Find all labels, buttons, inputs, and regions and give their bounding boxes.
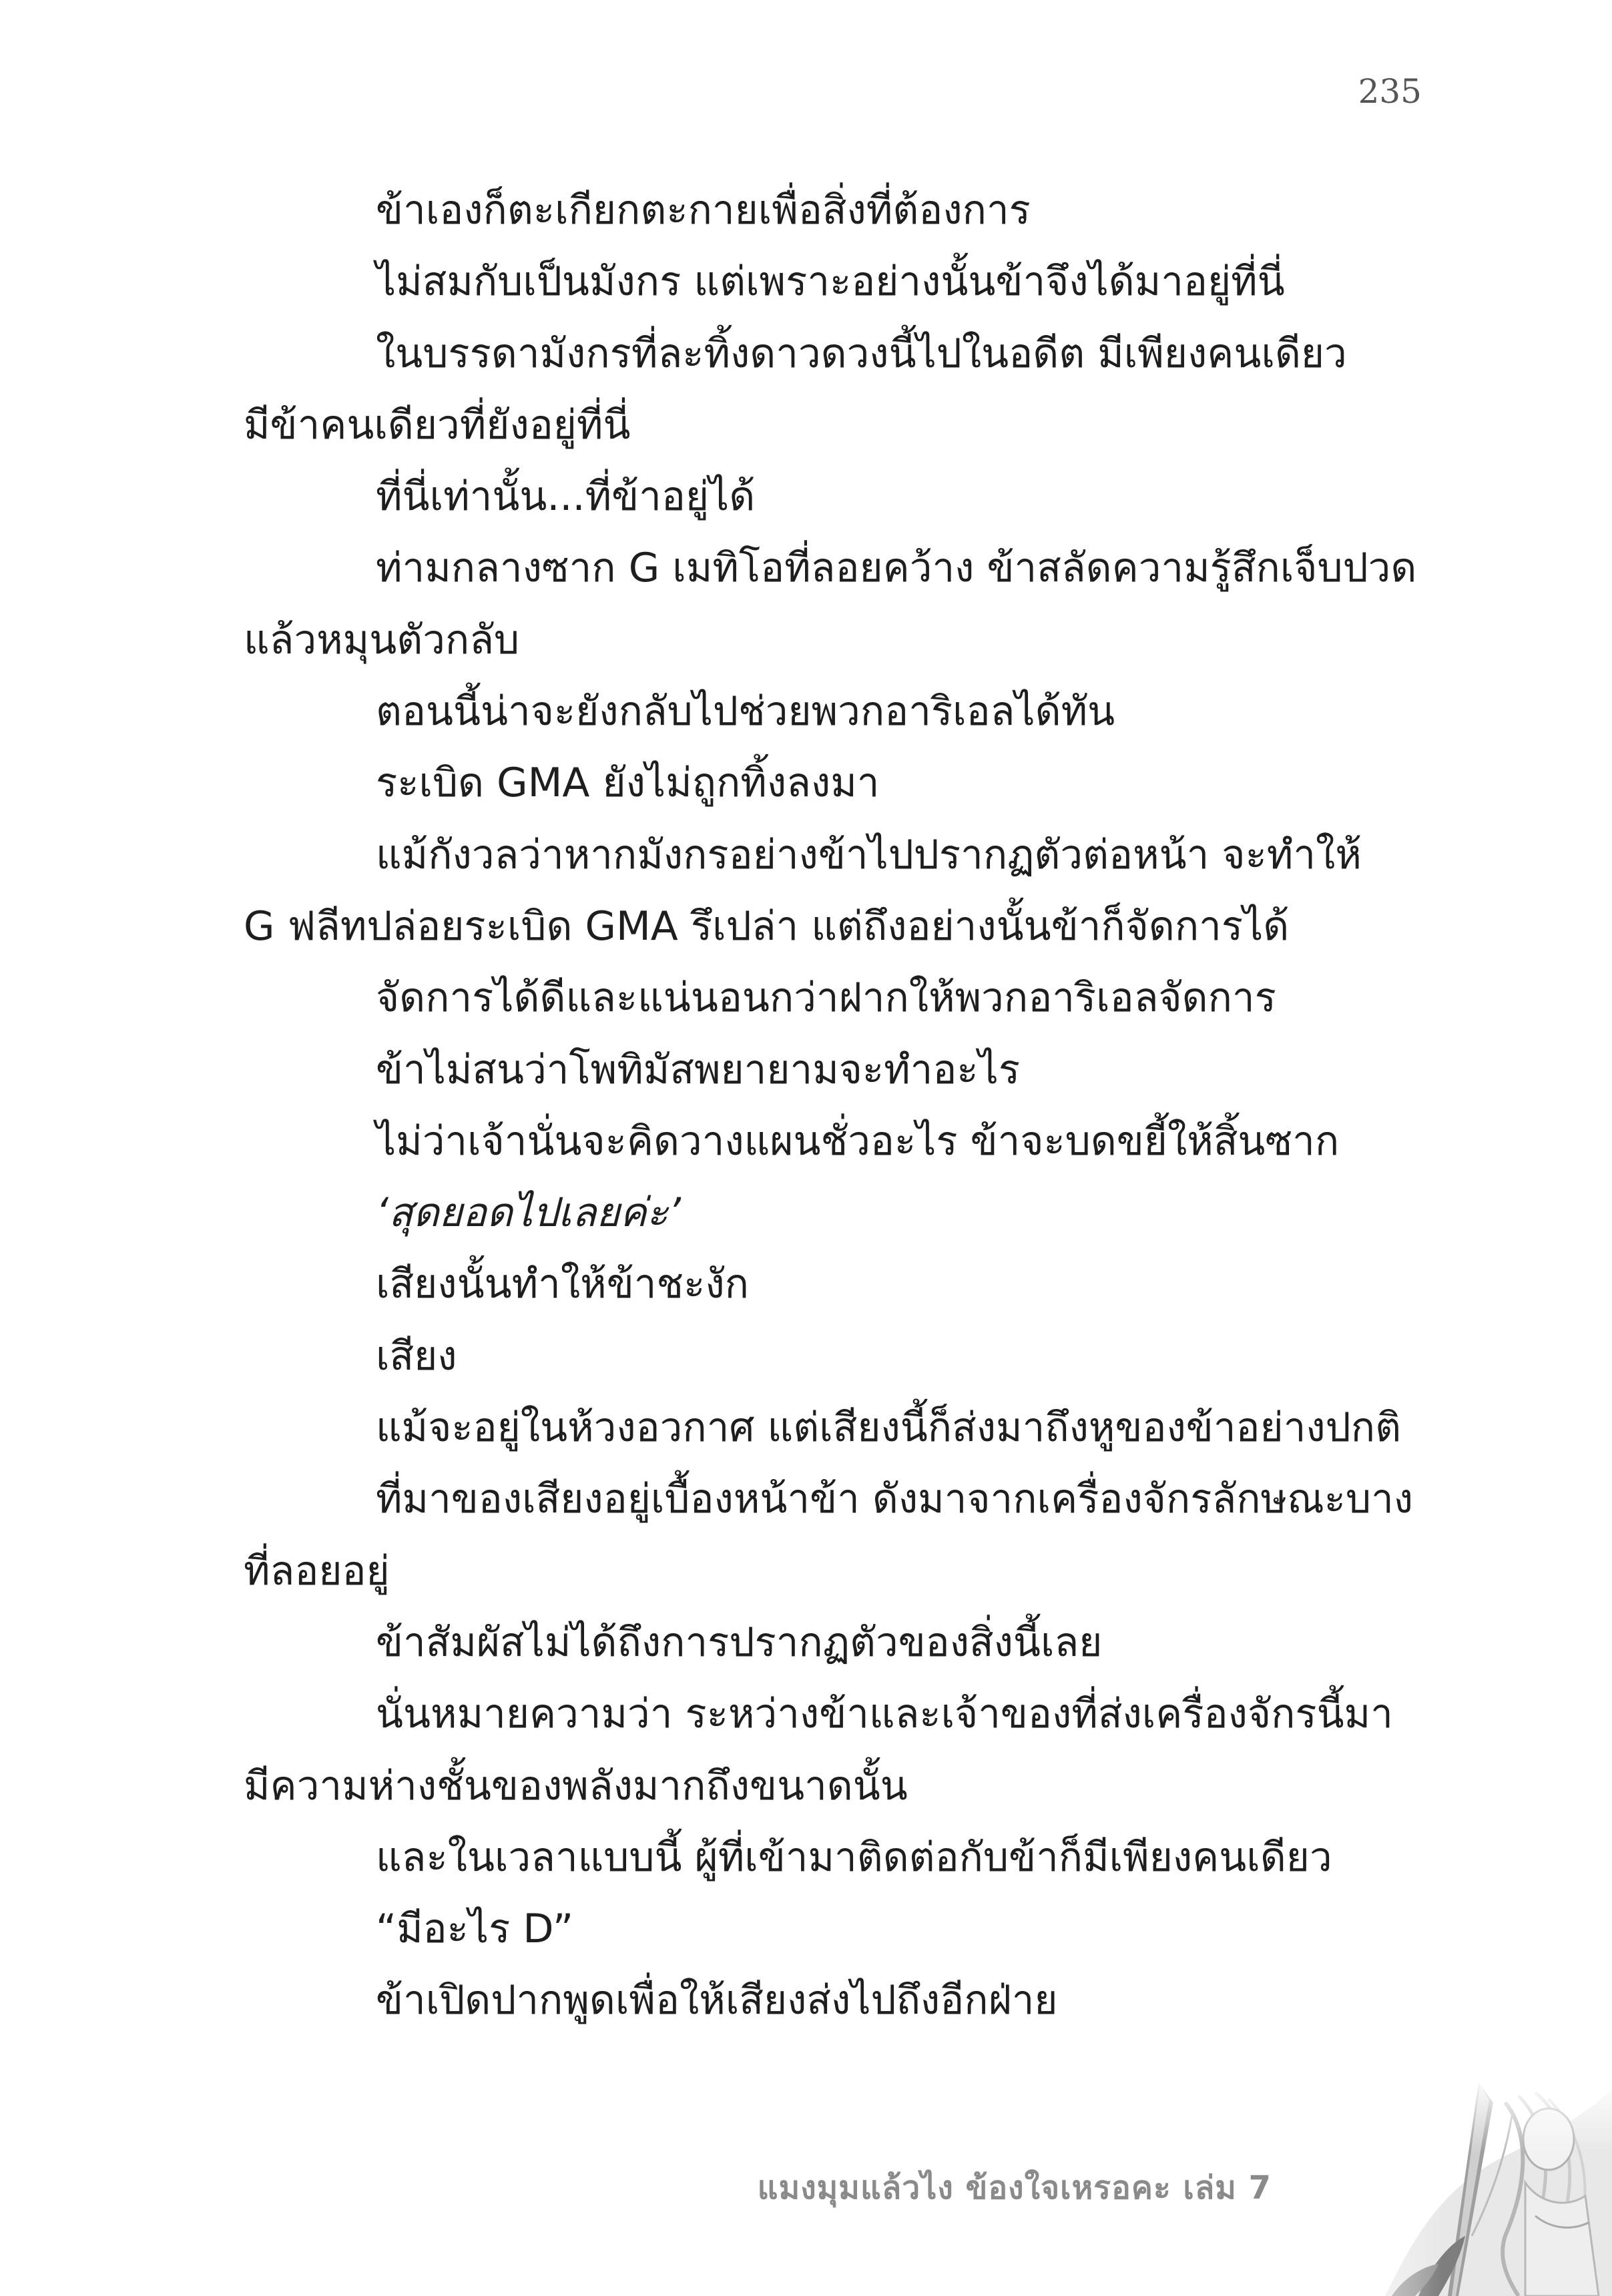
- text-line: ‘สุดยอดไปเลยค่ะ’: [376, 1189, 681, 1237]
- text-line: “มีอะไร D”: [376, 1906, 574, 1953]
- text-line: แม้กังวลว่าหากมังกรอย่างข้าไปปรากฏตัวต่อหน้า จะทำให้: [376, 831, 1362, 878]
- text-line: ข้าเองก็ตะเกียกตะกายเพื่อสิ่งที่ต้องการ: [376, 187, 1031, 234]
- text-line: มีข้าคนเดียวที่ยังอยู่ที่นี่: [244, 401, 631, 449]
- text-line: ข้าไม่สนว่าโพทิมัสพยายามจะทำอะไร: [376, 1046, 1021, 1093]
- corner-illustration: [1305, 2076, 1612, 2296]
- text-line: ที่ลอยอยู่: [244, 1547, 390, 1595]
- text-line: แล้วหมุนตัวกลับ: [244, 616, 520, 663]
- text-line: จัดการได้ดีและแน่นอนกว่าฝากให้พวกอาริเอลจัดการ: [376, 974, 1276, 1022]
- text-line: เสียง: [376, 1332, 457, 1380]
- footer-book-title: แมงมุมแล้วไง ข้องใจเหรอคะ เล่ม 7: [757, 2169, 1272, 2207]
- text-line: G ฟลีทปล่อยระเบิด GMA รึเปล่า แต่ถึงอย่างนั้นข้าก็จัดการได้: [244, 902, 1290, 950]
- text-line: ที่นี่เท่านั้น...ที่ข้าอยู่ได้: [376, 473, 756, 521]
- text-line: ไม่สมกับเป็นมังกร แต่เพราะอย่างนั้นข้าจึงได้มาอยู่ที่นี่: [376, 258, 1285, 306]
- text-line: ระเบิด GMA ยังไม่ถูกทิ้งลงมา: [376, 760, 880, 807]
- body-text: [244, 175, 1418, 2037]
- text-line: นั่นหมายความว่า ระหว่างข้าและเจ้าของที่ส่งเครื่องจักรนี้มา: [376, 1691, 1393, 1738]
- text-line: เสียงนั้นทำให้ข้าชะงัก: [376, 1261, 749, 1308]
- text-line: และในเวลาแบบนี้ ผู้ที่เข้ามาติดต่อกับข้าก็มีเพียงคนเดียว: [376, 1833, 1332, 1881]
- text-line: ในบรรดามังกรที่ละทิ้งดาวดวงนี้ไปในอดีต มีเพียงคนเดียว: [376, 330, 1347, 377]
- text-line: ตอนนี้น่าจะยังกลับไปช่วยพวกอาริเอลได้ทัน: [376, 688, 1115, 736]
- text-line: ข้าเปิดปากพูดเพื่อให้เสียงส่งไปถึงอีกฝ่าย: [376, 1977, 1058, 2024]
- text-line: ข้าสัมผัสไม่ได้ถึงการปรากฏตัวของสิ่งนี้เลย: [376, 1619, 1103, 1666]
- text-line: ท่ามกลางซาก G เมทิโอที่ลอยคว้าง ข้าสลัดความรู้สึกเจ็บปวด: [376, 545, 1417, 592]
- text-line: ไม่ว่าเจ้านั่นจะคิดวางแผนชั่วอะไร ข้าจะบดขยี้ให้สิ้นซาก: [376, 1117, 1340, 1165]
- page-number: 235: [1358, 72, 1422, 111]
- text-line: แม้จะอยู่ในห้วงอวกาศ แต่เสียงนี้ก็ส่งมาถึงหูของข้าอย่างปกติ: [376, 1404, 1402, 1452]
- text-line: ที่มาของเสียงอยู่เบื้องหน้าข้า ดังมาจากเครื่องจักรลักษณะบาง: [376, 1476, 1414, 1523]
- text-line: มีความห่างชั้นของพลังมากถึงขนาดนั้น: [244, 1762, 908, 1809]
